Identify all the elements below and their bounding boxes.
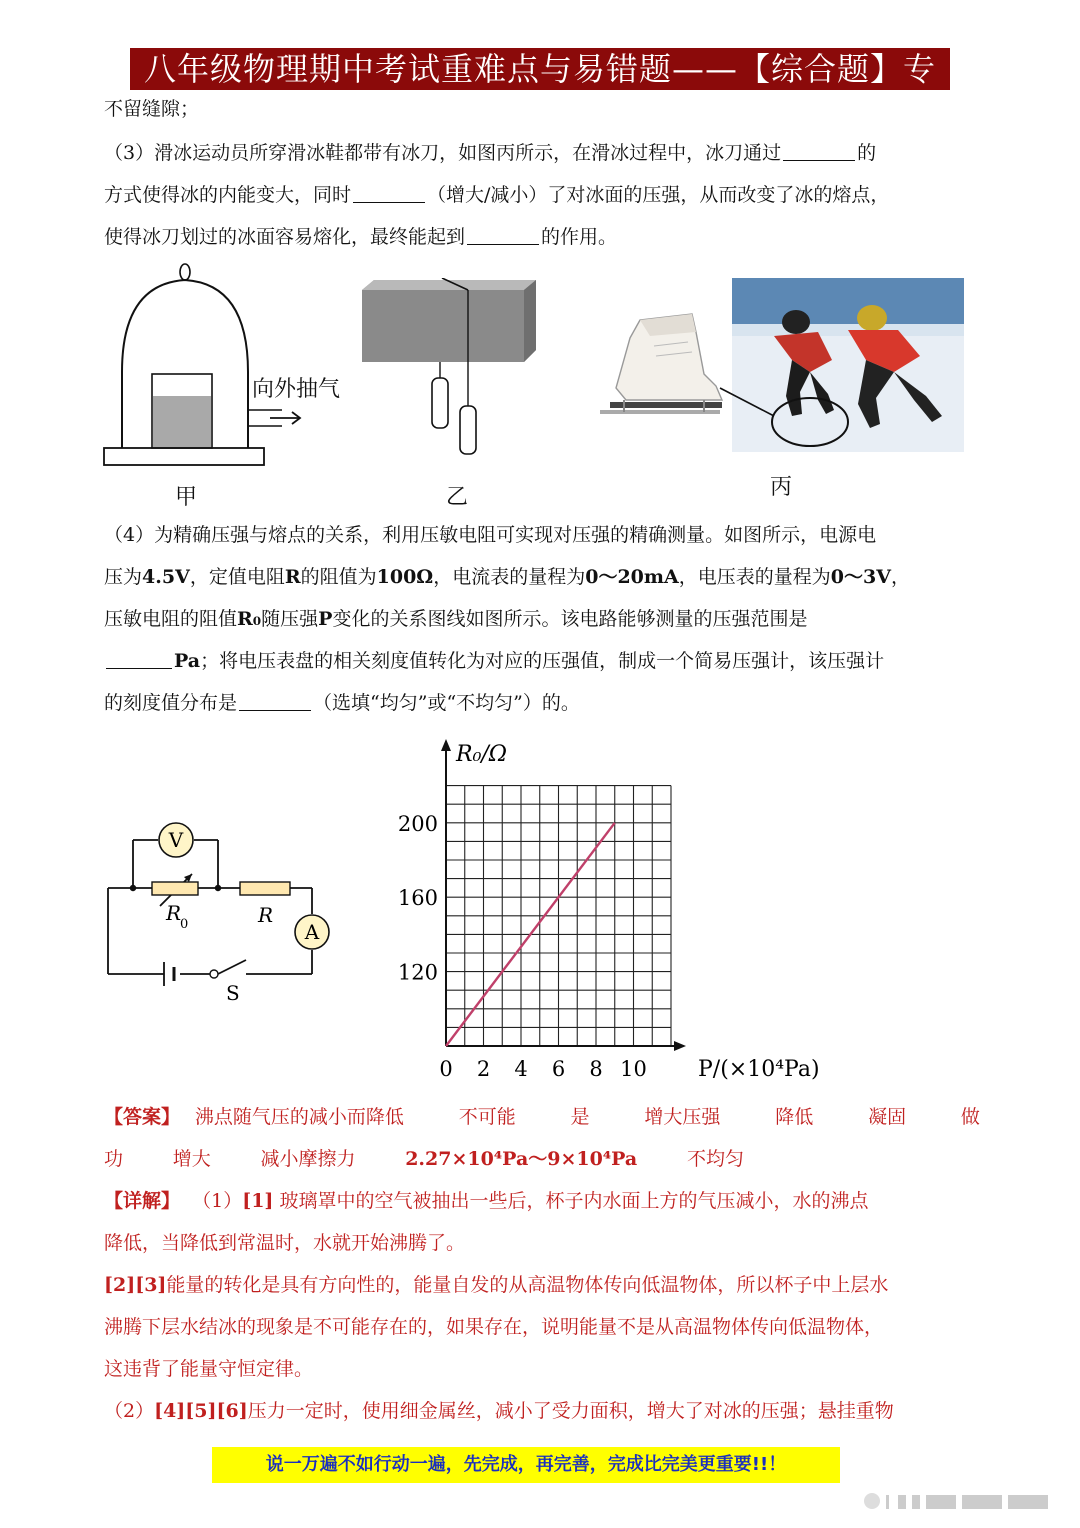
x-tick-label: 0 (439, 1057, 453, 1081)
answer-blank (783, 141, 855, 161)
answer-item: 2.27×10⁴Pa～9×10⁴Pa (405, 1148, 638, 1170)
q4-text: ，电流表的量程为 (433, 566, 586, 588)
y-axis-arrow (441, 739, 451, 751)
skating-photo-figure (596, 276, 966, 454)
ammeter-label: A (304, 920, 320, 944)
answer-item: 降低 (775, 1106, 814, 1128)
detail-line-5: 这违背了能量守恒定律。 (104, 1358, 314, 1380)
x-axis-arrow (674, 1041, 686, 1051)
q4-current-range: 0～20mA (585, 566, 679, 588)
bell-jar-figure (100, 262, 330, 472)
detail-line-4: 沸腾下层水结冰的现象是不可能存在的，如果存在，说明能量不是从高温物体传向低温物体， (104, 1316, 884, 1338)
q4-voltage-range: 0～3V (830, 566, 891, 588)
q3-l1a: （3）滑冰运动员所穿滑冰鞋都带有冰刀，如图丙所示，在滑冰过程中，冰刀通过 (104, 142, 782, 164)
r0-pressure-chart (390, 735, 830, 1085)
answer-item: 增大压强 (644, 1106, 721, 1128)
q4-line-5 (104, 682, 980, 724)
answer-item: 不均匀 (686, 1148, 744, 1170)
r0-subscript: 0 (180, 917, 189, 932)
detail-tag: 【详解】 (104, 1190, 181, 1212)
x-tick-label: 8 (589, 1057, 603, 1081)
q4-text: 的阻值为 (300, 566, 377, 588)
answer-item: 是 (570, 1106, 590, 1128)
x-tick-label: 10 (620, 1057, 647, 1081)
q3-line-1 (104, 132, 980, 174)
q4-text: 的刻度值分布是 (104, 692, 238, 714)
answer-blank (353, 183, 425, 203)
text-line-top: 不留缝隙； (104, 98, 200, 120)
q4-r-symbol: R (284, 566, 301, 588)
q3-line-3 (104, 216, 980, 258)
q3-l3a: 使得冰刀划过的冰面容易熔化，最终能起到 (104, 226, 466, 248)
figure-bing-label: 丙 (770, 475, 793, 500)
x-axis-label: P/(×10⁴Pa) (698, 1057, 820, 1082)
circuit-diagram (100, 810, 340, 1010)
figure-jia-label: 甲 (175, 485, 198, 510)
detail-ref: [2][3] (104, 1274, 167, 1296)
voltmeter-label: V (168, 828, 184, 852)
q4-p-symbol: P (318, 608, 333, 630)
q4-text: 压为 (104, 566, 143, 588)
q4-line-2 (104, 556, 980, 598)
switch-label: S (226, 981, 240, 1005)
page-title: 八年级物理期中考试重难点与易错题——【综合题】专练 (130, 48, 950, 90)
q4-text: （选填“均匀”或“不均匀”）的。 (313, 692, 580, 714)
figure-yi-label: 乙 (446, 485, 469, 510)
q3-l3b: 的作用。 (541, 226, 618, 248)
answer-item: 沸点随气压的减小而降低 (194, 1106, 404, 1128)
answer-blank (239, 691, 311, 711)
x-tick-label: 4 (514, 1057, 528, 1081)
q4-text: ；将电压表盘的相关刻度值转化为对应的压强值，制成一个简易压强计，该压强计 (200, 650, 885, 672)
answer-item: 不可能 (458, 1106, 516, 1128)
ice-block-figure (360, 278, 542, 468)
answer-item: 增大 (172, 1148, 211, 1170)
answer-item: 做 (960, 1106, 980, 1128)
y-tick-label: 160 (397, 886, 438, 911)
answer-blank (106, 649, 172, 669)
r-label: R (258, 903, 274, 927)
q4-line-1: （4）为精确压强与熔点的关系，利用压敏电阻可实现对压强的精确测量。如图所示，电源电 (104, 524, 877, 546)
chart-grid (446, 786, 671, 1046)
q3-l2a: 方式使得冰的内能变大，同时 (104, 184, 352, 206)
q4-resistance: 100Ω (376, 566, 434, 588)
x-tick-label: 6 (551, 1057, 566, 1081)
q3-line-2 (104, 174, 980, 216)
detail-line-2: 降低，当降低到常温时，水就开始沸腾了。 (104, 1232, 466, 1254)
chart-ticks (398, 742, 820, 1082)
q3-l2b: （增大/减小）了对冰面的压强，从而改变了冰的熔点， (427, 184, 890, 206)
q4-text: ，电压表的量程为 (678, 566, 831, 588)
y-tick-label: 200 (397, 811, 438, 836)
q4-unit: Pa (174, 650, 201, 672)
q4-text: 压敏电阻的阻值 (104, 608, 238, 630)
q3-l1b: 的 (857, 142, 877, 164)
answer-item: 减小摩擦力 (260, 1148, 356, 1170)
q4-voltage: 4.5V (142, 566, 190, 588)
q4-line-4 (104, 640, 980, 682)
watermark-logo (862, 1490, 1062, 1512)
answer-blank (467, 225, 539, 245)
detail-ref: [1] (242, 1190, 274, 1212)
x-tick-label: 2 (476, 1057, 491, 1081)
r0-label: R (166, 901, 182, 925)
answer-row-2 (104, 1138, 980, 1180)
motivation-banner: 说一万遍不如行动一遍，先完成，再完善，完成比完美更重要!!！ (212, 1447, 840, 1483)
detail-ref: [4][5][6] (154, 1400, 248, 1422)
detail-text: （1） (192, 1190, 243, 1212)
q4-text: 随压强 (261, 608, 319, 630)
detail-text: 玻璃罩中的空气被抽出一些后，杯子内水面上方的气压减小，水的沸点 (279, 1190, 869, 1212)
detail-line-6 (104, 1390, 980, 1432)
q4-text: ， (890, 566, 910, 588)
answer-item: 功 (104, 1148, 124, 1170)
detail-line-3 (104, 1264, 980, 1306)
pump-out-label: 向外抽气 (252, 377, 341, 402)
answer-row-1 (104, 1096, 980, 1138)
q4-line-3 (104, 598, 980, 640)
detail-line-1 (104, 1180, 980, 1222)
q4-text: ，定值电阻 (189, 566, 285, 588)
detail-text: 压力一定时，使用细金属丝，减小了受力面积，增大了对冰的压强；悬挂重物 (247, 1400, 894, 1422)
y-tick-label: 120 (397, 960, 438, 985)
answer-tag: 【答案】 (104, 1106, 181, 1128)
detail-text: （2） (104, 1400, 155, 1422)
q4-text: 变化的关系图线如图所示。该电路能够测量的压强范围是 (332, 608, 808, 630)
answer-item: 凝固 (868, 1106, 907, 1128)
q4-r0-symbol: R₀ (237, 608, 262, 630)
y-axis-label: R₀/Ω (456, 742, 508, 767)
detail-text: 能量的转化是具有方向性的，能量自发的从高温物体传向低温物体，所以杯子中上层水 (166, 1274, 889, 1296)
